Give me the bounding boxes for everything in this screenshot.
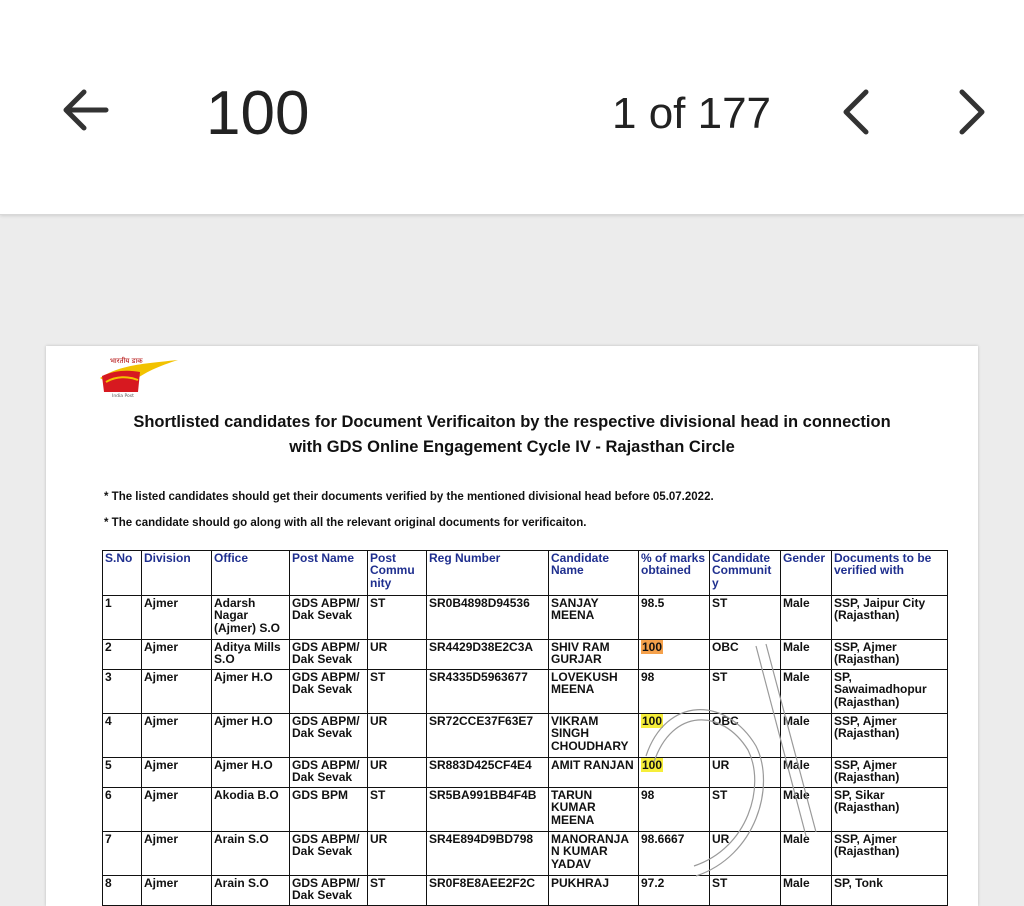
table-cell: Ajmer H.O (212, 714, 290, 758)
table-cell: GDS ABPM/ Dak Sevak (290, 670, 368, 714)
table-cell: OBC (710, 714, 781, 758)
table-cell (639, 640, 710, 670)
table-cell: SSP, Ajmer (Rajasthan) (832, 714, 948, 758)
table-cell: SSP, Jaipur City (Rajasthan) (832, 596, 948, 640)
table-cell: Ajmer (142, 832, 212, 876)
table-cell: Male (781, 758, 832, 788)
table-cell: SR883D425CF4E4 (427, 758, 549, 788)
table-cell: SP, Tonk (832, 876, 948, 906)
table-cell: Male (781, 876, 832, 906)
table-cell: 98.5 (639, 596, 710, 640)
svg-text:India Post: India Post (112, 394, 134, 398)
search-highlight: 100 (642, 758, 663, 772)
table-cell: TARUN KUMAR MEENA (549, 788, 639, 832)
table-cell: SSP, Ajmer (Rajasthan) (832, 758, 948, 788)
table-cell: UR (368, 832, 427, 876)
table-cell: Male (781, 670, 832, 714)
table-cell: UR (710, 832, 781, 876)
table-cell: 3 (103, 670, 142, 714)
table-cell: Ajmer (142, 596, 212, 640)
table-cell: SANJAY MEENA (549, 596, 639, 640)
column-header: Gender (781, 551, 832, 596)
table-cell: UR (368, 640, 427, 670)
pdf-page (46, 346, 978, 906)
table-cell: 2 (103, 640, 142, 670)
table-cell: Male (781, 714, 832, 758)
table-cell: MANORANJA N KUMAR YADAV (549, 832, 639, 876)
table-cell: Arain S.O (212, 876, 290, 906)
table-cell: GDS ABPM/ Dak Sevak (290, 758, 368, 788)
back-button[interactable] (58, 82, 114, 138)
table-cell: ST (368, 788, 427, 832)
note-documents: * The candidate should go along with all the relevant original documents for verificaiton. (104, 517, 587, 529)
table-cell: 6 (103, 788, 142, 832)
table-cell: 4 (103, 714, 142, 758)
table-cell: GDS ABPM/ Dak Sevak (290, 596, 368, 640)
table-cell (639, 758, 710, 788)
table-cell: Male (781, 640, 832, 670)
table-cell: SR0B4898D94536 (427, 596, 549, 640)
table-row (103, 670, 948, 714)
table-cell: 98 (639, 788, 710, 832)
column-header: Reg Number (427, 551, 549, 596)
column-header: % of marks obtained (639, 551, 710, 596)
table-cell: Ajmer (142, 758, 212, 788)
table-cell: Ajmer (142, 876, 212, 906)
table-cell: Male (781, 832, 832, 876)
table-cell: SSP, Ajmer (Rajasthan) (832, 640, 948, 670)
search-highlight: 100 (642, 714, 663, 728)
column-header: S.No (103, 551, 142, 596)
table-cell: SR4E894D9BD798 (427, 832, 549, 876)
note-deadline: * The listed candidates should get their documents verified by the mentioned divisional head before 05.07.2022. (104, 491, 714, 503)
table-cell: SR4335D5963677 (427, 670, 549, 714)
table-cell: Ajmer (142, 640, 212, 670)
table-cell: Ajmer H.O (212, 758, 290, 788)
table-cell: ST (710, 876, 781, 906)
table-cell: VIKRAM SINGH CHOUDHARY (549, 714, 639, 758)
table-cell: Male (781, 596, 832, 640)
document-title (86, 410, 938, 460)
table-cell: 1 (103, 596, 142, 640)
table-cell: ST (368, 596, 427, 640)
table-cell: 5 (103, 758, 142, 788)
column-header: Division (142, 551, 212, 596)
table-cell: Arain S.O (212, 832, 290, 876)
table-cell: GDS BPM (290, 788, 368, 832)
table-body (103, 596, 948, 906)
column-header: Candidate Name (549, 551, 639, 596)
table-cell: GDS ABPM/ Dak Sevak (290, 876, 368, 906)
column-header: Office (212, 551, 290, 596)
table-cell: AMIT RANJAN (549, 758, 639, 788)
table-cell: Aditya Mills S.O (212, 640, 290, 670)
table-cell: GDS ABPM/ Dak Sevak (290, 832, 368, 876)
table-cell: 97.2 (639, 876, 710, 906)
india-post-logo (98, 354, 182, 398)
table-cell: 98 (639, 670, 710, 714)
search-highlight: 100 (642, 640, 663, 654)
table-cell: SR0F8E8AEE2F2C (427, 876, 549, 906)
table-row (103, 714, 948, 758)
table-cell: SP, Sawaimadhopur (Rajasthan) (832, 670, 948, 714)
candidates-table (102, 550, 948, 906)
table-cell: ST (368, 876, 427, 906)
table-header-row (103, 551, 948, 596)
table-cell: Ajmer (142, 714, 212, 758)
table-cell: LOVEKUSH MEENA (549, 670, 639, 714)
title-line-2: with GDS Online Engagement Cycle IV - Rajasthan Circle (289, 438, 735, 456)
find-toolbar (0, 0, 1024, 215)
table-cell: ST (710, 788, 781, 832)
table-cell: SR4429D38E2C3A (427, 640, 549, 670)
next-match-button[interactable] (944, 84, 996, 140)
table-row (103, 876, 948, 906)
table-cell: Adarsh Nagar (Ajmer) S.O (212, 596, 290, 640)
table-cell: OBC (710, 640, 781, 670)
table-cell: UR (368, 714, 427, 758)
column-header: Post Commu nity (368, 551, 427, 596)
chevron-right-icon (944, 84, 996, 140)
table-row (103, 640, 948, 670)
table-cell: ST (368, 670, 427, 714)
search-term-input[interactable]: 100 (206, 79, 310, 148)
table-row (103, 832, 948, 876)
table-cell: SR5BA991BB4F4B (427, 788, 549, 832)
arrow-left-icon (58, 82, 114, 138)
table-cell: GDS ABPM/ Dak Sevak (290, 714, 368, 758)
table-cell: SSP, Ajmer (Rajasthan) (832, 832, 948, 876)
table-cell: Ajmer (142, 670, 212, 714)
table-cell: SHIV RAM GURJAR (549, 640, 639, 670)
table-cell (639, 714, 710, 758)
table-row (103, 596, 948, 640)
table-cell: Ajmer H.O (212, 670, 290, 714)
table-row (103, 788, 948, 832)
table-cell: Ajmer (142, 788, 212, 832)
table-cell: UR (710, 758, 781, 788)
table-cell: ST (710, 670, 781, 714)
table-cell: SP, Sikar (Rajasthan) (832, 788, 948, 832)
table-cell: 98.6667 (639, 832, 710, 876)
table-cell: 7 (103, 832, 142, 876)
table-cell: Akodia B.O (212, 788, 290, 832)
column-header: Candidate Communit y (710, 551, 781, 596)
table-cell: ST (710, 596, 781, 640)
table-row (103, 758, 948, 788)
column-header: Documents to be verified with (832, 551, 948, 596)
table-cell: PUKHRAJ (549, 876, 639, 906)
column-header: Post Name (290, 551, 368, 596)
table-cell: SR72CCE37F63E7 (427, 714, 549, 758)
table-cell: UR (368, 758, 427, 788)
previous-match-button[interactable] (832, 84, 884, 140)
title-line-1: Shortlisted candidates for Document Verificaiton by the respective divisional head in connection (133, 413, 891, 431)
chevron-left-icon (832, 84, 884, 140)
match-count: 1 of 177 (612, 89, 772, 138)
svg-text:भारतीय डाक: भारतीय डाक (110, 357, 143, 365)
table-cell: Male (781, 788, 832, 832)
table-cell: 8 (103, 876, 142, 906)
table-cell: GDS ABPM/ Dak Sevak (290, 640, 368, 670)
